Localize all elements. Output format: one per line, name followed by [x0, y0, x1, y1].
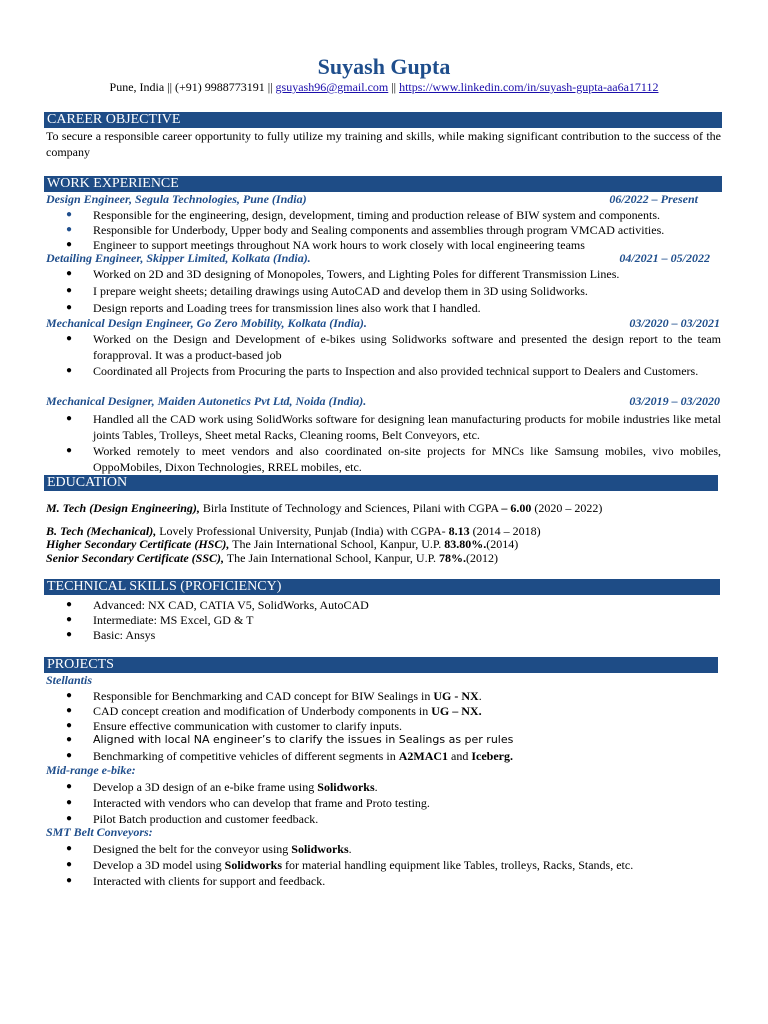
bullet-icon: ● [66, 750, 73, 761]
bullet-icon: ● [66, 614, 73, 625]
bullet-icon: ● [66, 720, 73, 731]
bullet-icon: ● [66, 445, 73, 456]
list-item: ● Develop a 3D model using Solidworks for material handling equipment like Tables, trolleys, Racks, Stands, etc. [66, 858, 634, 872]
education-item: Senior Secondary Certificate (SSC), The Jain International School, Kanpur, U.P. 78%.(2012) [46, 551, 498, 565]
bullet-icon: ● [66, 599, 73, 610]
list-item: ● Responsible for Benchmarking and CAD concept for BIW Sealings in UG - NX. [66, 689, 482, 703]
email-link[interactable]: gsuyash96@gmail.com [275, 80, 389, 94]
list-item: ● Aligned with local NA engineer’s to clarify the issues in Sealings as per rules [66, 733, 514, 746]
list-item: ● Engineer to support meetings throughout NA work hours to work closely with local engineering teams [66, 238, 585, 252]
job-dates: 03/2020 – 03/2021 [629, 316, 720, 330]
job-dates: 04/2021 – 05/2022 [619, 251, 710, 265]
list-item: ● Responsible for the engineering, design, development, timing and production release of BIW system and components. [66, 208, 660, 222]
job-dates: 03/2019 – 03/2020 [629, 394, 720, 408]
list-item: ● Intermediate: MS Excel, GD & T [66, 613, 254, 627]
bullet-icon: ● [66, 690, 73, 701]
bullet-icon: ● [66, 734, 73, 745]
bullet-icon: ● [66, 781, 73, 792]
list-item: ● Develop a 3D design of an e-bike frame using Solidworks. [66, 780, 378, 794]
bullet-icon: ● [66, 413, 73, 424]
education-item: M. Tech (Design Engineering), Birla Institute of Technology and Sciences, Pilani with CGPA – 6.00 (2020 – 2022) [46, 501, 603, 515]
list-item: ● Worked on 2D and 3D designing of Monopoles, Towers, and Lighting Poles for different Transmission Lines. [66, 267, 620, 281]
bullet-icon: ● [66, 333, 73, 344]
bullet-icon: ● [66, 629, 73, 640]
list-item: ● Interacted with clients for support and feedback. [66, 874, 326, 888]
list-item: ● Pilot Batch production and customer feedback. [66, 812, 319, 826]
bullet-icon: ● [66, 209, 73, 220]
bullet-icon: ● [66, 239, 73, 250]
list-item: ● Worked remotely to meet vendors and also coordinated on-site projects for MNCs like Samsung mobiles, vivo mobiles, OppoMobiles, Dixon Technologies, RREL mobiles, etc. [66, 444, 721, 474]
list-item: ● Coordinated all Projects from Procuring the parts to Inspection and also provided technical support to Dealers and Customers. [66, 364, 699, 378]
bullet-icon: ● [66, 224, 73, 235]
project-title: SMT Belt Conveyors: [46, 825, 153, 839]
section-header-projects: PROJECTS [44, 657, 718, 673]
bullet-icon: ● [66, 268, 73, 279]
list-item: ● Benchmarking of competitive vehicles of different segments in A2MAC1 and Iceberg. [66, 749, 514, 763]
job-heading [46, 192, 698, 207]
bullet-icon: ● [66, 875, 73, 886]
bullet-icon: ● [66, 705, 73, 716]
section-header-technical-skills: TECHNICAL SKILLS (PROFICIENCY) [44, 579, 720, 595]
contact-separator: || [388, 80, 400, 94]
job-role: Detailing Engineer, Skipper Limited, Kolkata (India). [46, 251, 311, 265]
project-title: Stellantis [46, 673, 93, 687]
job-heading [46, 316, 720, 331]
bullet-icon: ● [66, 797, 73, 808]
list-item: ● Responsible for Underbody, Upper body and Sealing components and assemblies through program VMCAD activities. [66, 223, 665, 237]
list-item: ● Handled all the CAD work using SolidWorks software for designing lean manufacturing products for mobile industries like metal joints Tables, Trolleys, Sheet metal Racks, Cleaning rooms, Belt Conveyors, etc. [66, 412, 721, 442]
bullet-icon: ● [66, 365, 73, 376]
bullet-icon: ● [66, 843, 73, 854]
bullet-icon: ● [66, 859, 73, 870]
list-item: ● Basic: Ansys [66, 628, 156, 642]
list-item: ● Design reports and Loading trees for transmission lines also work that I handled. [66, 301, 481, 315]
section-header-education: EDUCATION [44, 475, 718, 491]
job-role: Mechanical Design Engineer, Go Zero Mobility, Kolkata (India). [46, 316, 367, 330]
job-heading [46, 394, 720, 409]
job-dates: 06/2022 – Present [609, 192, 698, 206]
list-item: ● I prepare weight sheets; detailing drawings using AutoCAD and develop them in 3D using Solidworks. [66, 284, 588, 298]
list-item: ● Interacted with vendors who can develop that frame and Proto testing. [66, 796, 430, 810]
bullet-icon: ● [66, 813, 73, 824]
bullet-icon: ● [66, 285, 73, 296]
job-role: Design Engineer, Segula Technologies, Pune (India) [46, 192, 307, 206]
section-header-work-experience: WORK EXPERIENCE [44, 176, 722, 192]
linkedin-link[interactable]: https://www.linkedin.com/in/suyash-gupta-aa6a17112 [399, 80, 659, 94]
list-item: ● Designed the belt for the conveyor using Solidworks. [66, 842, 352, 856]
education-item: B. Tech (Mechanical), Lovely Professional University, Punjab (India) with CGPA- 8.13 (2014 – 2018) [46, 524, 541, 538]
project-title: Mid-range e-bike: [46, 763, 136, 777]
location-phone: Pune, India || (+91) 9988773191 || [109, 80, 276, 94]
bullet-icon: ● [66, 302, 73, 313]
list-item: ● CAD concept creation and modification of Underbody components in UG – NX. [66, 704, 482, 718]
candidate-name: Suyash Gupta [317, 54, 451, 79]
career-objective-text: To secure a responsible career opportunity to fully utilize my training and skills, while making significant contribution to the success of the company [46, 129, 721, 159]
list-item: ● Worked on the Design and Development of e-bikes using Solidworks software and presented the design report to the team forapproval. It was a product-based job [66, 332, 721, 362]
job-role: Mechanical Designer, Maiden Autonetics Pvt Ltd, Noida (India). [46, 394, 367, 408]
contact-line [0, 80, 768, 95]
education-item: Higher Secondary Certificate (HSC), The Jain International School, Kanpur, U.P. 83.80%.(2014) [46, 537, 519, 551]
list-item: ● Advanced: NX CAD, CATIA V5, SolidWorks, AutoCAD [66, 598, 369, 612]
list-item: ● Ensure effective communication with customer to clarify inputs. [66, 719, 403, 733]
job-heading [46, 251, 710, 266]
section-header-career-objective: CAREER OBJECTIVE [44, 112, 722, 128]
